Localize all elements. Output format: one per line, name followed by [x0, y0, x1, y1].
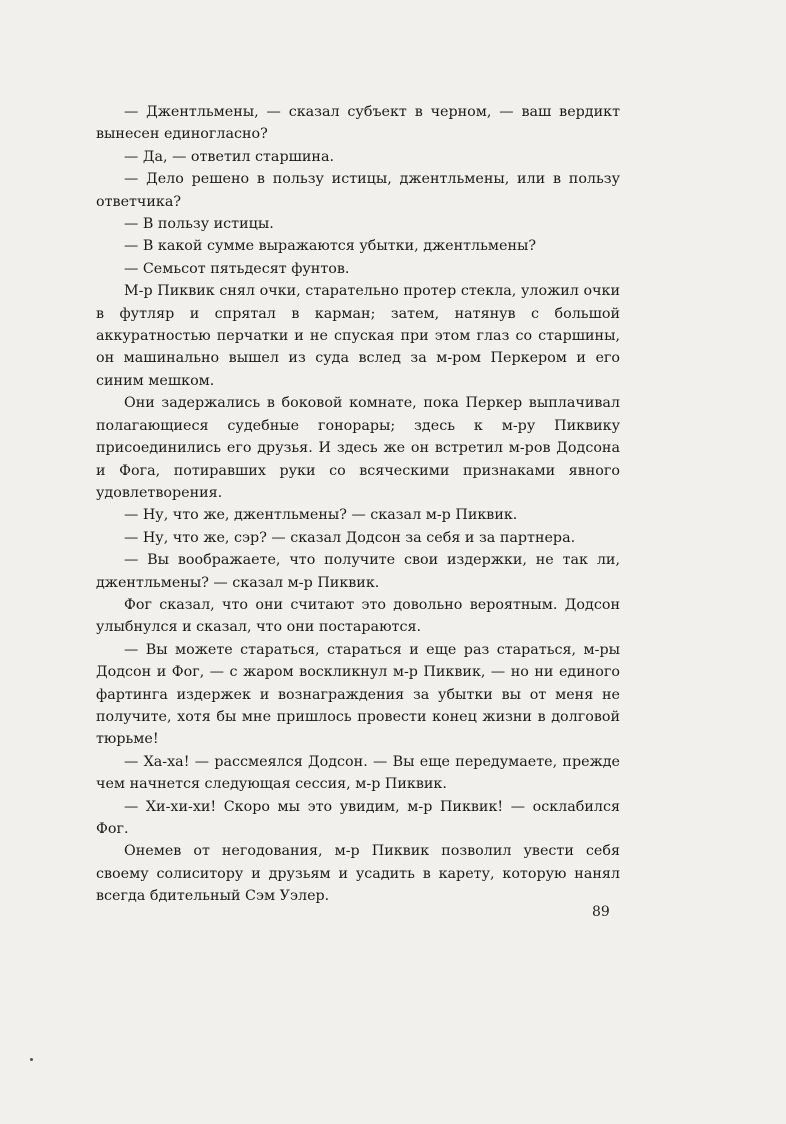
paragraph: — Ха-ха! — рассмеялся Додсон. — Вы еще передумаете, прежде чем начнется следующая сессия, м-р Пиквик. [96, 753, 620, 793]
paragraph: Они задержались в боковой комнате, пока Перкер выплачивал полагающиеся судебные гонорары; здесь к м-ру Пиквику присоединились его друзья. И здесь же он встретил м-ров Додсона и Фога, потиравших руки со всяческими признаками явного удовлетворения. [96, 395, 620, 501]
paragraph: — В пользу истицы. [124, 216, 274, 233]
paragraph: — Хи-хи-хи! Скоро мы это увидим, м-р Пиквик! — осклабился Фог. [96, 798, 620, 837]
ink-speck [30, 1058, 33, 1061]
body-text [96, 101, 620, 908]
paragraph: — Вы воображаете, что получите свои издержки, не так ли, джентльмены? — сказал м-р Пиквик. [96, 552, 620, 591]
paragraph: Онемев от негодования, м-р Пиквик позволил увести себя своему солиситору и друзьям и усадить в карету, которую нанял всегда бдительный Сэм Уэлер. [96, 843, 620, 905]
paragraph: — Семьсот пятьдесят фунтов. [124, 260, 350, 277]
paragraph: — В какой сумме выражаются убытки, джентльмены? [124, 238, 537, 255]
paragraph: — Да, — ответил старшина. [124, 148, 335, 165]
paragraph: — Вы можете стараться, стараться и еще раз стараться, м-ры Додсон и Фог, — с жаром воскликнул м-р Пиквик, — но ни единого фартинга издержек и вознаграждения за убытки вы от меня не получите, хотя бы мне пришлось провести конец жизни в долговой тюрьме! [96, 641, 620, 748]
paragraph: — Дело решено в пользу истицы, джентльмены, или в пользу ответчика? [96, 171, 620, 210]
paragraph: — Джентльмены, — сказал субъект в черном, — ваш вердикт вынесен единогласно? [96, 104, 620, 143]
paragraph: — Ну, что же, сэр? — сказал Додсон за себя и за партнера. [124, 529, 576, 546]
page-number: 89 [592, 904, 610, 920]
paragraph: Фог сказал, что они считают это довольно вероятным. Додсон улыбнулся и сказал, что они постараются. [96, 596, 620, 636]
paragraph: М-р Пиквик снял очки, старательно протер стекла, уложил очки в футляр и спрятал в карман; затем, натянув с большой аккуратностью перчатки и не спуская при этом глаз со старшины, он машинально вышел из суда вслед за м-ром Перкером и его синим мешком. [96, 283, 620, 389]
paragraph: — Ну, что же, джентльмены? — сказал м-р Пиквик. [124, 507, 518, 524]
